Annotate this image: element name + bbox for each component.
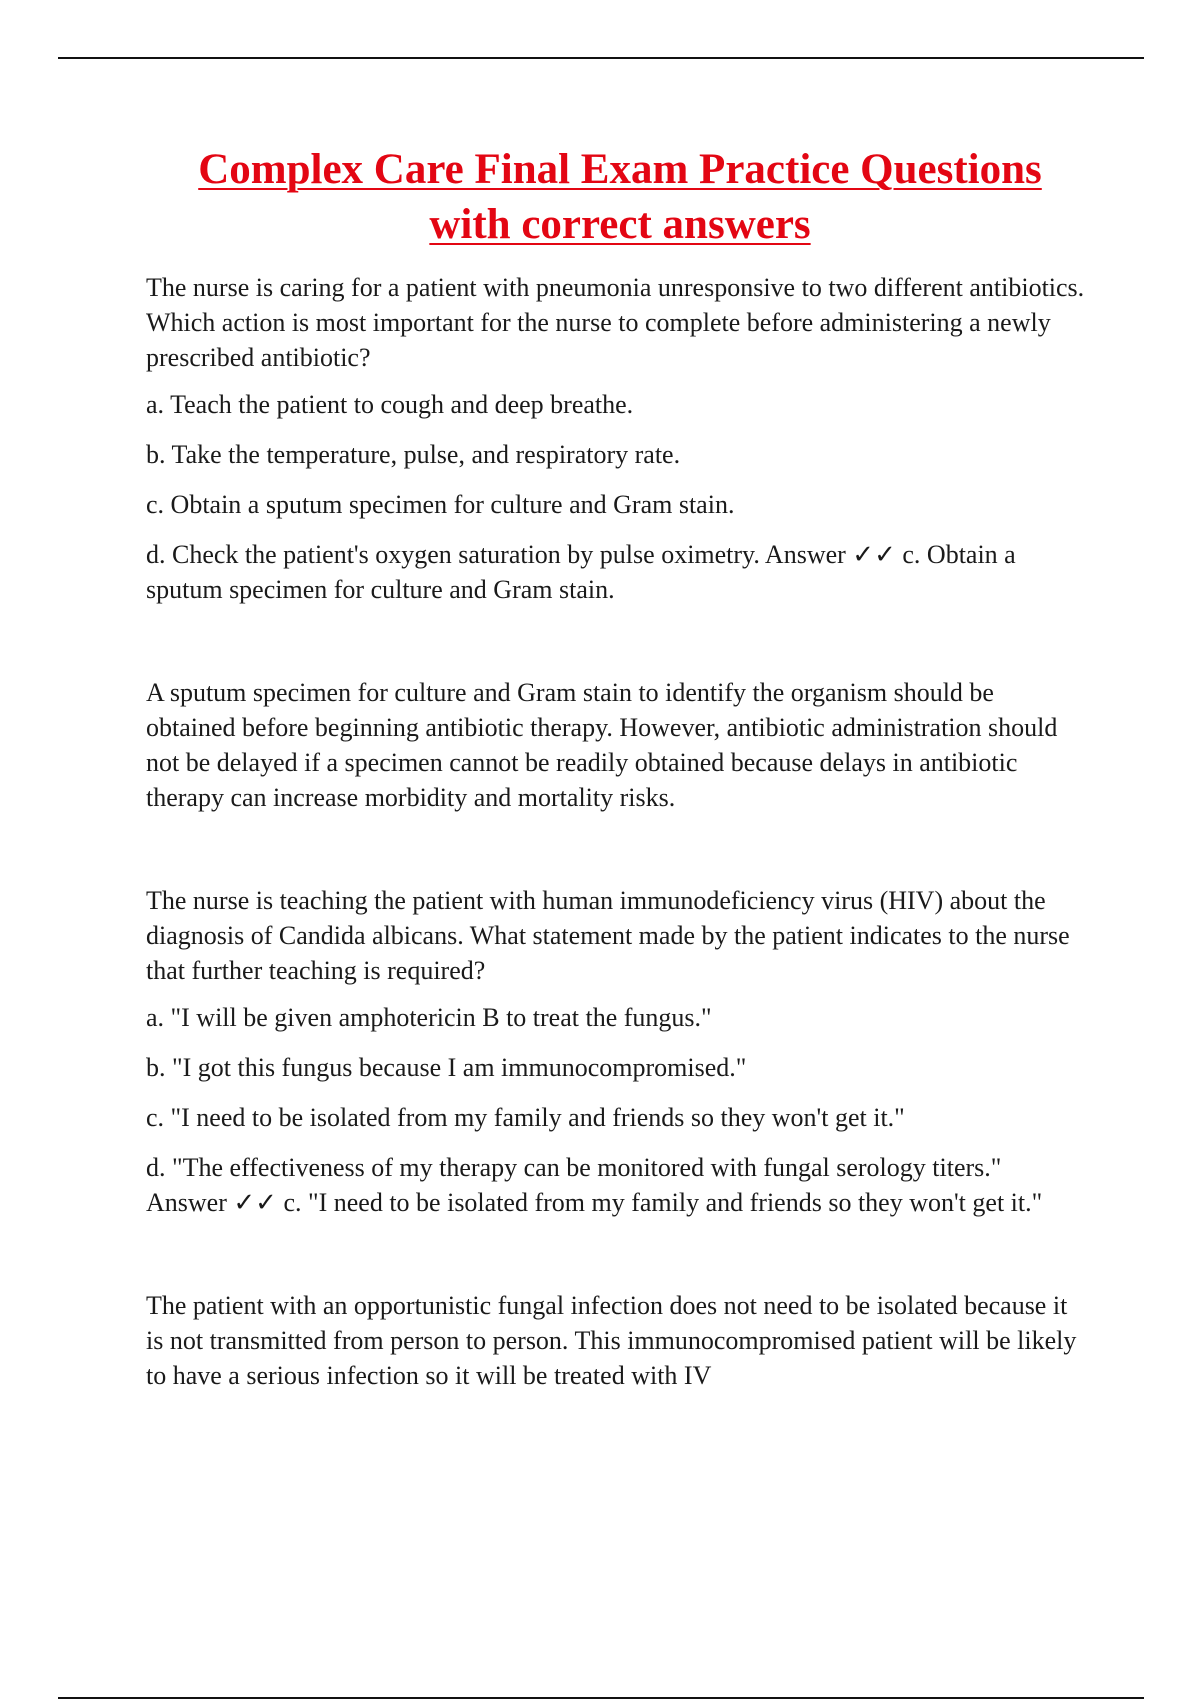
question-2-option-a: a. "I will be given amphotericin B to treat the fungus." [146,1003,712,1032]
question-2-option-d-answer: d. "The effectiveness of my therapy can be monitored with fungal serology titers." Answer ✓✓ c. "I need to be isolated from my family and friends so they won't get it." [146,1153,1043,1217]
question-1-rationale: A sputum specimen for culture and Gram stain to identify the organism should be obtained before beginning antibiotic therapy. However, antibiotic administration should not be delayed if a specimen cannot be readily obtained because delays in antibiotic therapy can increase morbidity and mortality risks. [146,678,1058,812]
question-1-option-d-answer: d. Check the patient's oxygen saturation by pulse oximetry. Answer ✓✓ c. Obtain a sputum specimen for culture and Gram stain. [146,540,1016,604]
question-2-option-b: b. "I got this fungus because I am immunocompromised." [146,1053,747,1082]
question-1-option-a: a. Teach the patient to cough and deep breathe. [146,390,634,419]
document-body [146,270,1086,1393]
bottom-rule [58,1697,1144,1699]
title-line-1: Complex Care Final Exam Practice Questions [198,146,1042,193]
question-1-option-c: c. Obtain a sputum specimen for culture and Gram stain. [146,490,735,519]
document-title [100,142,1140,252]
question-2-rationale: The patient with an opportunistic fungal infection does not need to be isolated because it is not transmitted from person to person. This immunocompromised patient will be likely to have a serious infection so it will be treated with IV [146,1291,1077,1390]
title-line-2: with correct answers [429,201,811,248]
question-2-option-c: c. "I need to be isolated from my family and friends so they won't get it." [146,1103,905,1132]
question-1-stem: The nurse is caring for a patient with pneumonia unresponsive to two different antibiotics. Which action is most important for the nurse to complete before administering a newly prescribed antibiotic? [146,273,1085,372]
top-rule [58,57,1144,59]
question-1-option-b: b. Take the temperature, pulse, and respiratory rate. [146,440,681,469]
question-2-stem: The nurse is teaching the patient with human immunodeficiency virus (HIV) about the diagnosis of Candida albicans. What statement made by the patient indicates to the nurse that further teaching is required? [146,886,1070,985]
